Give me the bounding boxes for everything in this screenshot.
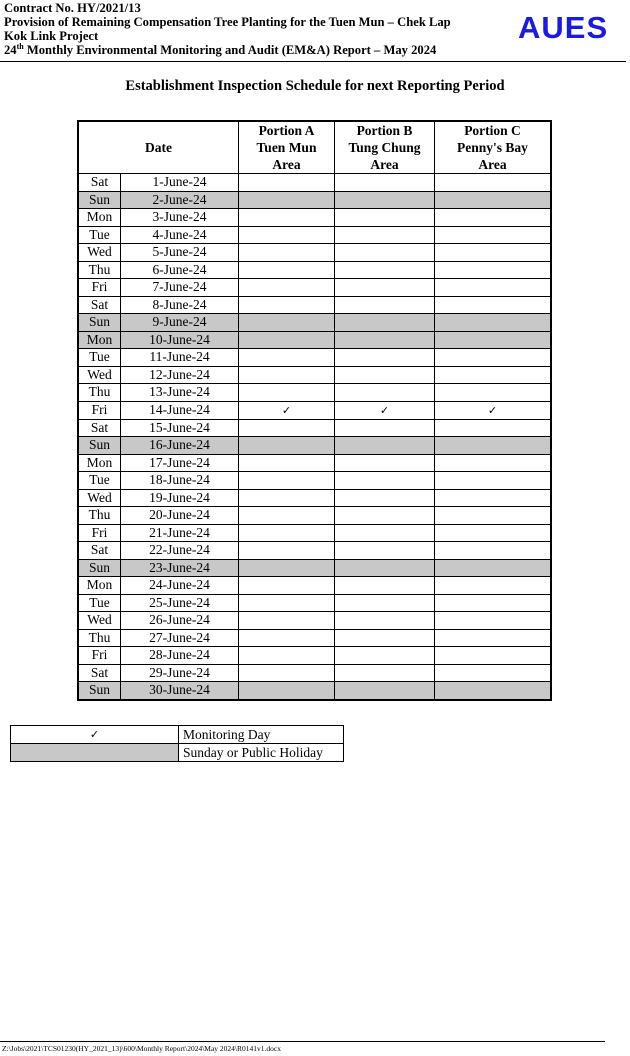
table-row bbox=[78, 577, 551, 595]
day-cell bbox=[78, 191, 121, 209]
portion-c-cell bbox=[435, 542, 552, 560]
day-cell-text: Mon bbox=[86, 454, 113, 470]
file-path-footer: Z:\Jobs\2021\TCS01230(HY_2021_13)\600\Monthly Report\2024\May 2024\R0141v1.docx bbox=[2, 1044, 281, 1053]
portion-a-cell bbox=[239, 174, 335, 192]
day-cell bbox=[78, 629, 121, 647]
day-cell-text: Mon bbox=[86, 577, 113, 593]
table-row bbox=[78, 472, 551, 490]
day-cell-text: Sat bbox=[90, 542, 109, 558]
table-row bbox=[78, 454, 551, 472]
day-cell bbox=[78, 226, 121, 244]
portion-a-cell bbox=[239, 226, 335, 244]
date-cell bbox=[121, 174, 239, 192]
table-row bbox=[78, 437, 551, 455]
check-icon: ✓ bbox=[281, 403, 292, 417]
portion-b-cell bbox=[335, 664, 435, 682]
day-cell-text: Tue bbox=[89, 349, 110, 365]
date-cell bbox=[121, 401, 239, 419]
table-row bbox=[78, 682, 551, 700]
table-row bbox=[78, 209, 551, 227]
portion-c-cell bbox=[435, 612, 552, 630]
portion-b-cell bbox=[335, 314, 435, 332]
date-cell bbox=[121, 314, 239, 332]
table-row bbox=[78, 401, 551, 419]
table-header-row bbox=[78, 121, 551, 174]
check-icon: ✓ bbox=[487, 403, 498, 417]
portion-a-cell bbox=[239, 612, 335, 630]
date-cell-text: 14-June-24 bbox=[149, 402, 210, 417]
portion-b-cell bbox=[335, 366, 435, 384]
day-cell bbox=[78, 524, 121, 542]
portion-b-cell bbox=[335, 454, 435, 472]
day-cell-text: Sun bbox=[88, 559, 110, 575]
portion-b-cell bbox=[335, 559, 435, 577]
portion-b-cell bbox=[335, 437, 435, 455]
portion-a-cell bbox=[239, 472, 335, 490]
portion-b-cell bbox=[335, 384, 435, 402]
schedule-rows bbox=[78, 174, 551, 700]
report-number: 24 bbox=[4, 43, 17, 57]
day-cell-text: Fri bbox=[91, 279, 108, 295]
date-cell bbox=[121, 384, 239, 402]
portion-a-cell bbox=[239, 542, 335, 560]
table-row bbox=[78, 331, 551, 349]
portion-b-cell bbox=[335, 489, 435, 507]
legend-monitoring-label: Monitoring Day bbox=[179, 726, 344, 744]
date-column-header: Date bbox=[78, 121, 239, 174]
portion-c-cell bbox=[435, 226, 552, 244]
day-cell-text: Fri bbox=[91, 647, 108, 663]
day-cell-text: Wed bbox=[87, 244, 112, 260]
day-cell bbox=[78, 209, 121, 227]
date-cell-text: 6-June-24 bbox=[152, 261, 207, 277]
portion-c-cell bbox=[435, 314, 552, 332]
portion-a-cell bbox=[239, 577, 335, 595]
portion-c-cell bbox=[435, 244, 552, 262]
portion-b-cell bbox=[335, 612, 435, 630]
portion-a-cell bbox=[239, 209, 335, 227]
day-cell-text: Thu bbox=[88, 507, 111, 523]
schedule-title: Establishment Inspection Schedule for next Reporting Period bbox=[125, 78, 505, 94]
portion-c-cell bbox=[435, 384, 552, 402]
portion-b-cell bbox=[335, 472, 435, 490]
day-cell-text: Tue bbox=[89, 472, 110, 488]
portion-a-cell bbox=[239, 191, 335, 209]
day-cell bbox=[78, 489, 121, 507]
date-cell-text: 27-June-24 bbox=[149, 629, 210, 645]
date-cell-text: 10-June-24 bbox=[149, 331, 210, 347]
aues-logo: AUES bbox=[518, 10, 609, 45]
portion-a-cell bbox=[239, 594, 335, 612]
portion-b-cell bbox=[335, 174, 435, 192]
day-cell-text: Fri bbox=[91, 402, 108, 417]
date-cell bbox=[121, 472, 239, 490]
portion-a-cell bbox=[239, 437, 335, 455]
portion-b-cell bbox=[335, 682, 435, 700]
portion-b-column-header: Portion B Tung Chung Area bbox=[335, 121, 435, 174]
table-row bbox=[78, 191, 551, 209]
legend-tick-symbol bbox=[11, 726, 179, 744]
portion-b-cell bbox=[335, 507, 435, 525]
portion-c-cell bbox=[435, 366, 552, 384]
date-cell-text: 19-June-24 bbox=[149, 489, 210, 505]
report-title-text: Monthly Environmental Monitoring and Audit (EM&A) Report – May 2024 bbox=[23, 43, 437, 57]
table-row bbox=[78, 664, 551, 682]
portion-a-cell bbox=[239, 647, 335, 665]
portion-b-cell bbox=[335, 279, 435, 297]
date-cell-text: 9-June-24 bbox=[152, 314, 207, 330]
day-cell bbox=[78, 542, 121, 560]
table-row bbox=[78, 489, 551, 507]
date-cell-text: 7-June-24 bbox=[152, 279, 207, 295]
table-row bbox=[78, 349, 551, 367]
portion-c-cell bbox=[435, 559, 552, 577]
date-cell-text: 15-June-24 bbox=[149, 419, 210, 435]
legend-row-monitoring bbox=[11, 726, 344, 744]
day-cell-text: Wed bbox=[87, 366, 112, 382]
date-cell-text: 22-June-24 bbox=[149, 542, 210, 558]
portion-a-column-header: Portion A Tuen Mun Area bbox=[239, 121, 335, 174]
date-cell bbox=[121, 349, 239, 367]
day-cell bbox=[78, 594, 121, 612]
portion-b-cell bbox=[335, 524, 435, 542]
date-cell-text: 23-June-24 bbox=[149, 559, 210, 575]
portion-c-cell bbox=[435, 331, 552, 349]
day-cell-text: Sat bbox=[90, 664, 109, 680]
portion-c-cell bbox=[435, 349, 552, 367]
day-cell-text: Sun bbox=[88, 437, 110, 453]
portion-c-cell bbox=[435, 279, 552, 297]
portion-c-cell bbox=[435, 647, 552, 665]
date-cell bbox=[121, 647, 239, 665]
date-cell-text: 30-June-24 bbox=[149, 682, 210, 698]
date-cell bbox=[121, 296, 239, 314]
date-cell bbox=[121, 366, 239, 384]
project-title-line1: Provision of Remaining Compensation Tree Planting for the Tuen Mun – Chek Lap bbox=[4, 15, 451, 29]
date-cell bbox=[121, 559, 239, 577]
day-cell bbox=[78, 472, 121, 490]
table-row bbox=[78, 279, 551, 297]
day-cell-text: Tue bbox=[89, 226, 110, 242]
day-cell-text: Sun bbox=[88, 314, 110, 330]
portion-c-cell bbox=[435, 664, 552, 682]
portion-c-cell bbox=[435, 577, 552, 595]
day-cell bbox=[78, 366, 121, 384]
portion-c-cell bbox=[435, 507, 552, 525]
portion-b-cell bbox=[335, 419, 435, 437]
date-cell bbox=[121, 454, 239, 472]
date-cell bbox=[121, 244, 239, 262]
table-row bbox=[78, 612, 551, 630]
portion-b-cell bbox=[335, 226, 435, 244]
legend-holiday-label: Sunday or Public Holiday bbox=[179, 744, 344, 762]
day-cell bbox=[78, 174, 121, 192]
day-cell-text: Mon bbox=[86, 331, 113, 347]
portion-a-cell bbox=[239, 279, 335, 297]
day-cell bbox=[78, 454, 121, 472]
legend-row-holiday bbox=[11, 744, 344, 762]
portion-a-cell bbox=[239, 384, 335, 402]
table-row bbox=[78, 507, 551, 525]
check-icon: ✓ bbox=[379, 403, 390, 417]
portion-a-cell bbox=[239, 682, 335, 700]
date-cell bbox=[121, 594, 239, 612]
day-cell bbox=[78, 296, 121, 314]
table-row bbox=[78, 594, 551, 612]
portion-b-cell bbox=[335, 349, 435, 367]
portion-b-cell bbox=[335, 647, 435, 665]
table-row bbox=[78, 296, 551, 314]
portion-c-cell bbox=[435, 472, 552, 490]
day-cell-text: Sat bbox=[90, 419, 109, 435]
table-row bbox=[78, 366, 551, 384]
date-cell bbox=[121, 226, 239, 244]
header-divider bbox=[0, 61, 626, 62]
portion-a-cell bbox=[239, 296, 335, 314]
table-row bbox=[78, 542, 551, 560]
check-icon: ✓ bbox=[89, 728, 100, 741]
portion-c-cell bbox=[435, 419, 552, 437]
date-cell bbox=[121, 437, 239, 455]
portion-b-cell bbox=[335, 261, 435, 279]
portion-c-cell bbox=[435, 454, 552, 472]
date-cell bbox=[121, 577, 239, 595]
date-cell-text: 21-June-24 bbox=[149, 524, 210, 540]
day-cell bbox=[78, 559, 121, 577]
portion-c-cell bbox=[435, 524, 552, 542]
date-cell bbox=[121, 629, 239, 647]
table-row bbox=[78, 629, 551, 647]
date-cell-text: 20-June-24 bbox=[149, 507, 210, 523]
portion-a-cell bbox=[239, 559, 335, 577]
date-cell-text: 17-June-24 bbox=[149, 454, 210, 470]
date-cell-text: 24-June-24 bbox=[149, 577, 210, 593]
portion-a-cell bbox=[239, 366, 335, 384]
date-cell-text: 25-June-24 bbox=[149, 594, 210, 610]
date-cell bbox=[121, 209, 239, 227]
portion-c-cell bbox=[435, 489, 552, 507]
date-cell bbox=[121, 419, 239, 437]
portion-c-cell bbox=[435, 594, 552, 612]
date-cell bbox=[121, 664, 239, 682]
portion-a-cell bbox=[239, 454, 335, 472]
day-cell-text: Thu bbox=[88, 384, 111, 400]
portion-c-column-header: Portion C Penny's Bay Area bbox=[435, 121, 552, 174]
day-cell bbox=[78, 577, 121, 595]
portion-c-cell bbox=[435, 629, 552, 647]
date-cell bbox=[121, 542, 239, 560]
date-cell-text: 28-June-24 bbox=[149, 647, 210, 663]
portion-c-cell bbox=[435, 174, 552, 192]
table-row bbox=[78, 524, 551, 542]
day-cell bbox=[78, 384, 121, 402]
table-row bbox=[78, 419, 551, 437]
date-cell bbox=[121, 612, 239, 630]
portion-c-cell bbox=[435, 437, 552, 455]
portion-b-cell bbox=[335, 577, 435, 595]
table-row bbox=[78, 384, 551, 402]
portion-a-cell bbox=[239, 349, 335, 367]
day-cell bbox=[78, 314, 121, 332]
portion-b-cell bbox=[335, 629, 435, 647]
portion-a-cell bbox=[239, 489, 335, 507]
portion-a-cell bbox=[239, 507, 335, 525]
contract-number: Contract No. HY/2021/13 bbox=[4, 1, 141, 15]
day-cell-text: Fri bbox=[91, 524, 108, 540]
day-cell bbox=[78, 664, 121, 682]
date-cell bbox=[121, 331, 239, 349]
day-cell-text: Thu bbox=[88, 629, 111, 645]
date-cell-text: 29-June-24 bbox=[149, 664, 210, 680]
date-cell-text: 11-June-24 bbox=[149, 349, 210, 365]
day-cell-text: Sat bbox=[90, 174, 109, 190]
portion-a-cell bbox=[239, 331, 335, 349]
date-cell bbox=[121, 489, 239, 507]
portion-b-cell bbox=[335, 244, 435, 262]
date-cell-text: 12-June-24 bbox=[149, 366, 210, 382]
day-cell-text: Sat bbox=[90, 296, 109, 312]
document-header bbox=[4, 1, 504, 57]
portion-a-cell bbox=[239, 244, 335, 262]
inspection-schedule-table bbox=[77, 120, 552, 701]
portion-a-cell bbox=[239, 524, 335, 542]
day-cell bbox=[78, 349, 121, 367]
date-cell bbox=[121, 524, 239, 542]
portion-a-cell bbox=[239, 664, 335, 682]
portion-a-cell bbox=[239, 261, 335, 279]
day-cell-text: Tue bbox=[89, 594, 110, 610]
day-cell bbox=[78, 682, 121, 700]
portion-c-cell bbox=[435, 401, 552, 419]
legend-table bbox=[10, 725, 344, 762]
day-cell bbox=[78, 612, 121, 630]
table-row bbox=[78, 314, 551, 332]
day-cell bbox=[78, 437, 121, 455]
report-number-suffix: th bbox=[16, 41, 24, 51]
portion-b-cell bbox=[335, 209, 435, 227]
date-cell-text: 18-June-24 bbox=[149, 472, 210, 488]
portion-b-cell bbox=[335, 542, 435, 560]
table-row bbox=[78, 647, 551, 665]
day-cell bbox=[78, 261, 121, 279]
date-cell bbox=[121, 191, 239, 209]
day-cell bbox=[78, 279, 121, 297]
table-row bbox=[78, 174, 551, 192]
portion-a-cell bbox=[239, 629, 335, 647]
date-cell-text: 3-June-24 bbox=[152, 209, 207, 225]
day-cell-text: Wed bbox=[87, 489, 112, 505]
table-row bbox=[78, 244, 551, 262]
footer-divider bbox=[0, 1041, 605, 1042]
day-cell bbox=[78, 244, 121, 262]
date-cell bbox=[121, 507, 239, 525]
day-cell-text: Wed bbox=[87, 612, 112, 628]
date-cell bbox=[121, 261, 239, 279]
date-cell-text: 16-June-24 bbox=[149, 437, 210, 453]
date-cell-text: 4-June-24 bbox=[152, 226, 207, 242]
date-cell bbox=[121, 682, 239, 700]
legend-holiday-swatch bbox=[11, 744, 179, 762]
day-cell bbox=[78, 331, 121, 349]
portion-a-cell bbox=[239, 419, 335, 437]
date-cell-text: 5-June-24 bbox=[152, 244, 207, 260]
portion-b-cell bbox=[335, 191, 435, 209]
day-cell-text: Sun bbox=[88, 191, 110, 207]
day-cell-text: Mon bbox=[86, 209, 113, 225]
day-cell bbox=[78, 647, 121, 665]
portion-b-cell bbox=[335, 401, 435, 419]
project-title-line2: Kok Link Project bbox=[4, 29, 99, 43]
date-cell-text: 13-June-24 bbox=[149, 384, 210, 400]
date-cell-text: 8-June-24 bbox=[152, 296, 207, 312]
report-title bbox=[4, 43, 504, 57]
date-cell-text: 26-June-24 bbox=[149, 612, 210, 628]
day-cell bbox=[78, 507, 121, 525]
portion-b-cell bbox=[335, 296, 435, 314]
portion-b-cell bbox=[335, 331, 435, 349]
date-cell-text: 2-June-24 bbox=[152, 191, 207, 207]
table-row bbox=[78, 226, 551, 244]
portion-c-cell bbox=[435, 296, 552, 314]
day-cell-text: Thu bbox=[88, 261, 111, 277]
portion-b-cell bbox=[335, 594, 435, 612]
portion-c-cell bbox=[435, 191, 552, 209]
day-cell-text: Sun bbox=[88, 682, 110, 698]
portion-c-cell bbox=[435, 209, 552, 227]
table-row bbox=[78, 261, 551, 279]
date-cell bbox=[121, 279, 239, 297]
portion-c-cell bbox=[435, 682, 552, 700]
portion-a-cell bbox=[239, 314, 335, 332]
portion-c-cell bbox=[435, 261, 552, 279]
day-cell bbox=[78, 419, 121, 437]
portion-a-cell bbox=[239, 401, 335, 419]
date-cell-text: 1-June-24 bbox=[152, 174, 207, 190]
day-cell bbox=[78, 401, 121, 419]
table-row bbox=[78, 559, 551, 577]
